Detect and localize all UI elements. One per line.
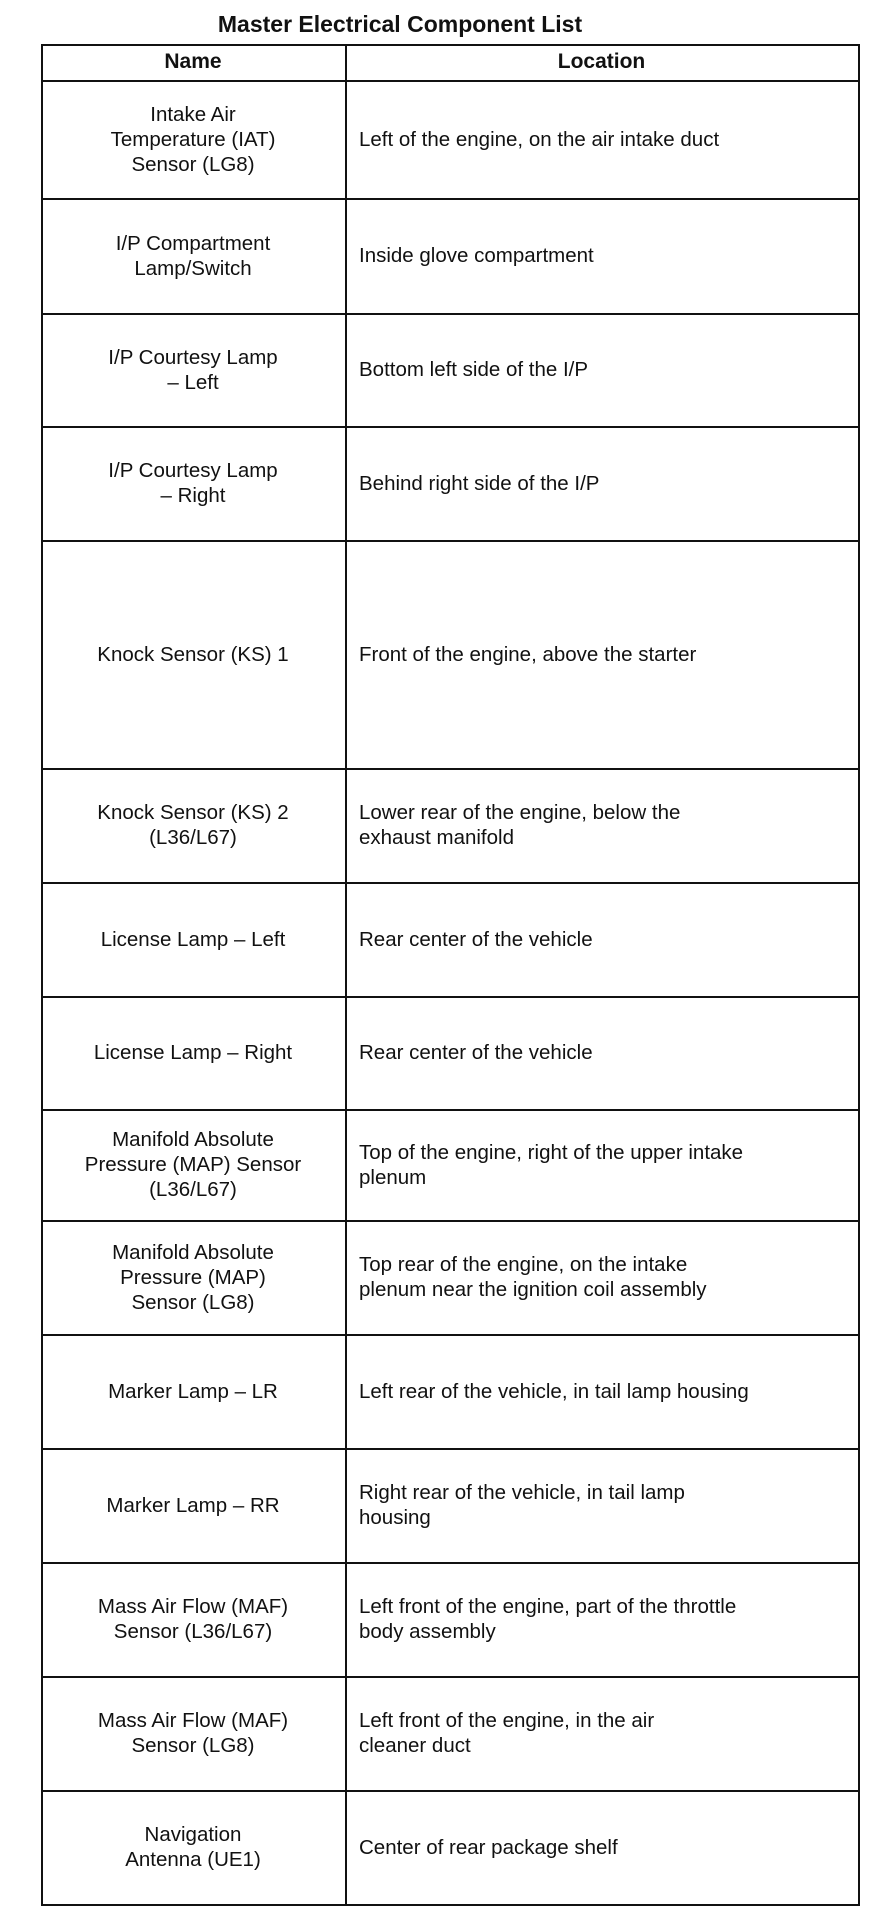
component-name: I/P Compartment Lamp/Switch [115,231,271,280]
table-cell-location [345,80,858,198]
component-name: Mass Air Flow (MAF) Sensor (L36/L67) [97,1595,289,1643]
table-cell-location [345,1448,858,1562]
row-divider [41,882,860,884]
column-header-name: Name [164,50,222,73]
component-name: License Lamp – Right [93,1041,293,1064]
row-divider [41,768,860,770]
component-name: Manifold Absolute Pressure (MAP) Sensor (LG8) [112,1240,274,1314]
table-cell-location [345,882,858,996]
component-location: Behind right side of the I/P [359,471,600,495]
component-location: Lower rear of the engine, below the exhaust manifold [359,801,681,849]
component-name: I/P Courtesy Lamp – Left [108,345,278,394]
component-name: Intake Air Temperature (IAT) Sensor (LG8) [110,102,276,176]
component-location: Top of the engine, right of the upper intake plenum [359,1140,744,1189]
row-divider [41,1904,860,1906]
table-cell-location [345,1220,858,1334]
table-cell-location [345,540,858,768]
component-location: Front of the engine, above the starter [359,642,697,666]
component-location: Center of rear package shelf [359,1835,618,1859]
component-name: Navigation Antenna (UE1) [125,1823,261,1871]
table-cell-name [41,996,345,1109]
table-cell-name [41,1334,345,1448]
table-cell-location [345,996,858,1109]
row-divider [41,1676,860,1678]
table-cell-location [345,768,858,882]
table-cell-name [41,882,345,996]
table-cell-name [41,1562,345,1676]
table-cell-location [345,1334,858,1448]
table-cell-location [345,198,858,313]
table-cell-name [41,1109,345,1220]
table-cell-location [345,1676,858,1790]
component-location: Rear center of the vehicle [359,1041,593,1064]
component-name: I/P Courtesy Lamp – Right [108,459,278,507]
row-divider [41,198,860,200]
row-divider [41,996,860,998]
component-location: Left front of the engine, part of the throttle body assembly [359,1595,737,1643]
component-location: Top rear of the engine, on the intake plenum near the ignition coil assembly [359,1253,707,1301]
component-name: Knock Sensor (KS) 2 (L36/L67) [97,801,289,849]
component-location: Left of the engine, on the air intake duct [359,127,720,151]
table-cell-name [41,313,345,426]
row-divider [41,1448,860,1450]
component-location: Right rear of the vehicle, in tail lamp housing [359,1481,685,1529]
table-border-left [41,44,43,1906]
table-cell-name [41,540,345,768]
component-location: Rear center of the vehicle [359,927,593,951]
column-header-location: Location [557,50,646,73]
table-cell-location [345,1790,858,1904]
table-cell-name [41,1448,345,1562]
component-name: Knock Sensor (KS) 1 [97,642,289,666]
table-cell-location [345,1109,858,1220]
header-divider [41,80,860,82]
row-divider [41,313,860,315]
component-location: Inside glove compartment [359,244,594,267]
table-cell-name [41,198,345,313]
row-divider [41,1334,860,1336]
table-cell-name [41,768,345,882]
table-cell-name [41,1790,345,1904]
row-divider [41,1109,860,1111]
component-name: Mass Air Flow (MAF) Sensor (LG8) [97,1709,289,1757]
page-title: Master Electrical Component List [217,11,583,37]
component-name: Marker Lamp – RR [106,1493,280,1517]
table-cell-name [41,426,345,540]
row-divider [41,1562,860,1564]
table-border-top [41,44,860,46]
table-border-right [858,44,860,1906]
table-cell-location [345,426,858,540]
row-divider [41,1790,860,1792]
table-cell-location [345,1562,858,1676]
table-cell-name [41,80,345,198]
column-divider [345,44,347,1906]
component-location: Left rear of the vehicle, in tail lamp housing [359,1379,749,1403]
component-location: Left front of the engine, in the air cleaner duct [359,1709,655,1757]
component-name: Marker Lamp – LR [108,1379,278,1403]
component-name: License Lamp – Left [100,927,286,951]
row-divider [41,1220,860,1222]
table-cell-location [345,313,858,426]
component-location: Bottom left side of the I/P [359,358,589,381]
row-divider [41,426,860,428]
table-cell-name [41,1220,345,1334]
component-name: Manifold Absolute Pressure (MAP) Sensor (L36/L67) [84,1128,302,1201]
table-cell-name [41,1676,345,1790]
row-divider [41,540,860,542]
